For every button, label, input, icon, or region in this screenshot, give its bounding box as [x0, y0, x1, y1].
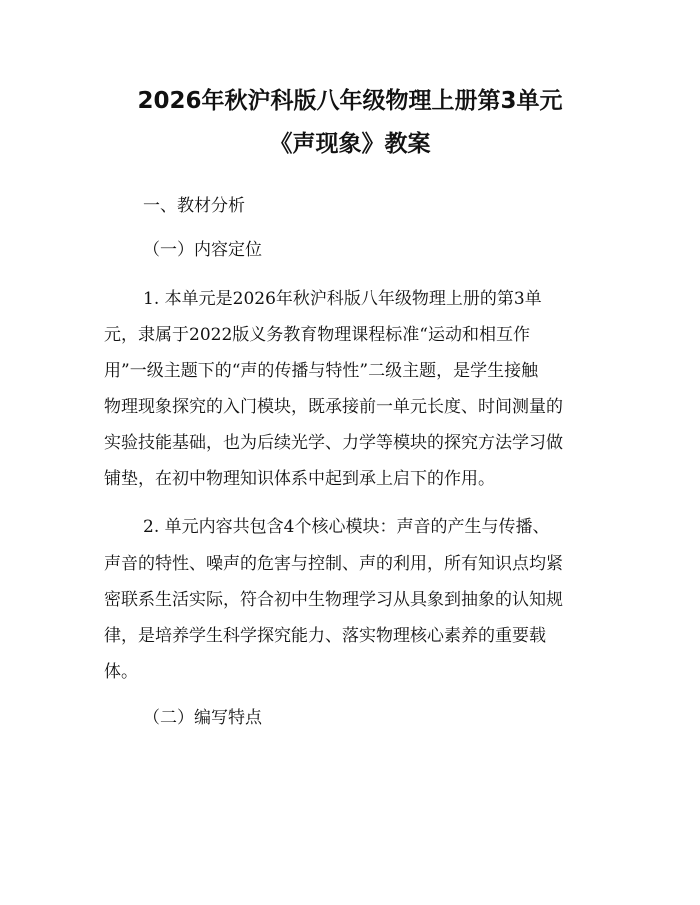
document-title-line-2: 《声现象》教案 — [269, 131, 431, 157]
paragraph-line: 密联系生活实际，符合初中生物理学习从具象到抽象的认知规 — [104, 590, 563, 610]
subsection-heading-writing-features: （二）编写特点 — [143, 708, 262, 728]
subsection-heading-content-positioning: （一）内容定位 — [143, 240, 262, 260]
paragraph-line: 2. 单元内容共包含4个核心模块：声音的产生与传播、 — [143, 517, 550, 537]
document-title-line-1: 2026年秋沪科版八年级物理上册第3单元 — [137, 88, 563, 114]
paragraph-line: 铺垫，在初中物理知识体系中起到承上启下的作用。 — [104, 469, 495, 489]
paragraph-line: 用”一级主题下的“声的传播与特性”二级主题，是学生接触 — [104, 361, 539, 381]
paragraph-line: 律，是培养学生科学探究能力、落实物理核心素养的重要载 — [104, 626, 546, 646]
section-heading-textbook-analysis: 一、教材分析 — [143, 196, 245, 216]
paragraph-line: 体。 — [104, 662, 138, 682]
paragraph-line: 实验技能基础，也为后续光学、力学等模块的探究方法学习做 — [104, 433, 563, 453]
paragraph-line: 物理现象探究的入门模块，既承接前一单元长度、时间测量的 — [104, 397, 563, 417]
paragraph-line: 元，隶属于2022版义务教育物理课程标准“运动和相互作 — [104, 325, 530, 345]
paragraph-line: 声音的特性、噪声的危害与控制、声的利用，所有知识点均紧 — [104, 554, 563, 574]
paragraph-line: 1. 本单元是2026年秋沪科版八年级物理上册的第3单 — [143, 289, 542, 309]
